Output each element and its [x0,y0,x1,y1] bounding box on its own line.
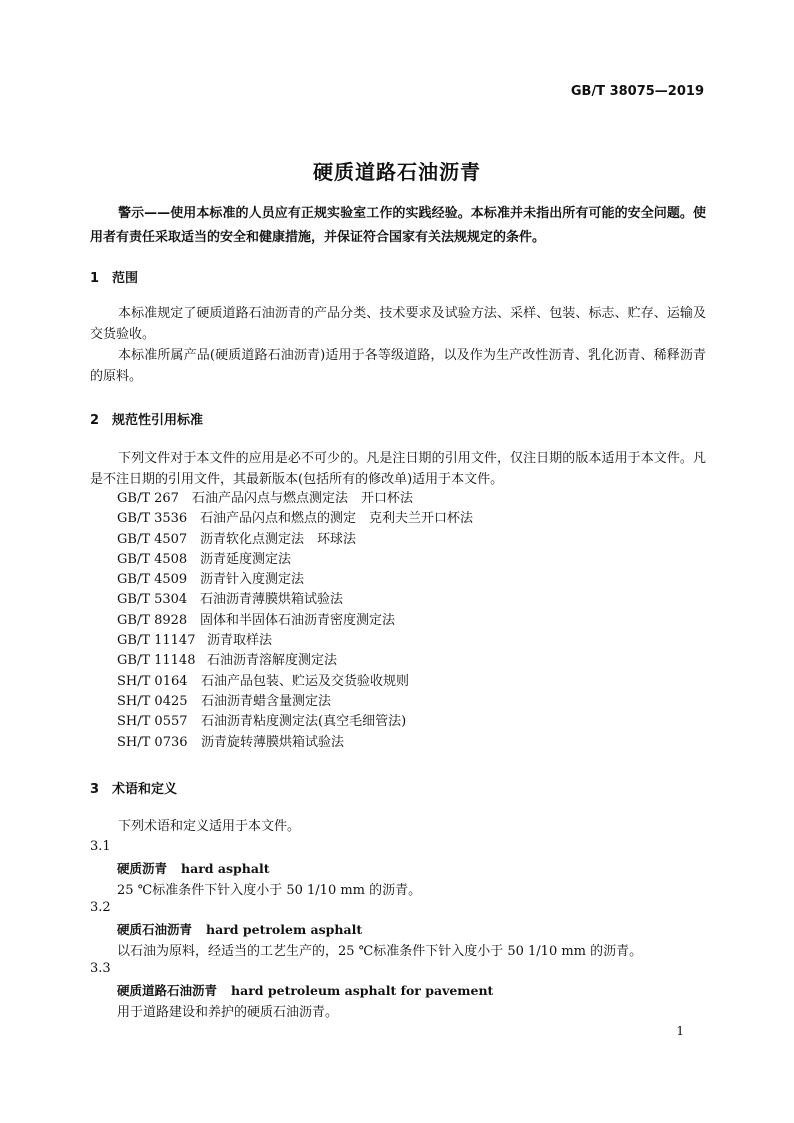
section-number: 1 [90,271,100,286]
reference-title: 沥青延度测定法 [200,551,292,567]
reference-item [117,611,473,631]
section-2-heading [90,409,203,428]
reference-item [117,631,473,651]
reference-code: SH/T 0736 [117,734,188,750]
section-number: 2 [90,413,100,428]
term-definition: 用于道路建设和养护的硬质石油沥青。 [117,1005,339,1020]
reference-title: 沥青取样法 [207,633,273,649]
term-definition: 25 ℃标准条件下针入度小于 50 1/10 mm 的沥青。 [117,883,422,898]
section-title: 术语和定义 [112,782,178,797]
reference-code: SH/T 0164 [117,673,188,689]
reference-title: 固体和半固体石油沥青密度测定法 [200,612,396,628]
reference-item [117,570,473,590]
reference-code: GB/T 5304 [117,592,188,608]
reference-title: 沥青针入度测定法 [200,572,305,588]
reference-code: GB/T 8928 [117,612,188,628]
page-number: 1 [676,1024,684,1038]
section-1-heading [90,267,138,286]
scope-paragraph-1: 本标准规定了硬质道路石油沥青的产品分类、技术要求及试验方法、采样、包装、标志、贮存、运输及交货验收。 [90,306,706,342]
reference-item [117,509,473,529]
reference-item [117,733,473,753]
reference-code: GB/T 11147 [117,633,196,649]
section-3-heading [90,778,177,797]
reference-code: GB/T 4508 [117,551,188,567]
reference-code: GB/T 267 [117,491,179,506]
reference-code: SH/T 0557 [117,714,188,730]
reference-title: 沥青旋转薄膜烘箱试验法 [201,734,345,750]
reference-item [117,489,473,509]
references-intro: 下列文件对于本文件的应用是必不可少的。凡是注日期的引用文件，仅注日期的版本适用于本文件。凡是不注日期的引用文件，其最新版本(包括所有的修改单)适用于本文件。 [90,451,706,487]
reference-item [117,550,473,570]
safety-warning: 警示——使用本标准的人员应有正规实验室工作的实践经验。本标准并未指出所有可能的安全问题。使用者有责任采取适当的安全和健康措施，并保证符合国家有关法规规定的条件。 [90,206,706,245]
reference-title: 石油沥青粘度测定法(真空毛细管法) [201,714,407,730]
reference-code: GB/T 3536 [117,511,188,527]
reference-code: SH/T 0425 [117,693,188,709]
reference-title: 石油沥青薄膜烘箱试验法 [200,592,344,608]
section-title: 规范性引用标准 [112,413,204,428]
reference-item [117,530,473,550]
terms-intro: 下列术语和定义适用于本文件。 [118,819,301,834]
term-number: 3.2 [90,900,111,915]
scope-paragraph-2: 本标准所属产品(硬质道路石油沥青)适用于各等级道路，以及作为生产改性沥青、乳化沥青、稀释沥青的原料。 [90,348,706,384]
term-name-cn: 硬质沥青 [117,861,168,876]
term-name [117,981,493,999]
standard-code: GB/T 38075—2019 [570,84,704,99]
reference-code: GB/T 4509 [117,572,188,588]
reference-code: GB/T 11148 [117,653,196,669]
reference-item [117,672,473,692]
reference-title: 石油沥青蜡含量测定法 [201,693,332,709]
section-number: 3 [90,782,100,797]
term-name [117,859,269,877]
reference-title: 石油产品包装、贮运及交货验收规则 [201,673,410,689]
term-name-en: hard asphalt [181,861,270,876]
reference-title: 沥青软化点测定法 环球法 [200,531,357,547]
term-name-en: hard petrolem asphalt [206,922,363,937]
document-title: 硬质道路石油沥青 [313,160,481,184]
reference-item [117,692,473,712]
reference-item [117,651,473,671]
term-name-cn: 硬质道路石油沥青 [117,983,218,998]
reference-title: 石油沥青溶解度测定法 [207,653,338,669]
term-number: 3.3 [90,961,111,976]
reference-code: GB/T 4507 [117,531,188,547]
reference-list [117,489,473,753]
reference-title: 石油产品闪点和燃点的测定 克利夫兰开口杯法 [200,511,474,527]
term-definition: 以石油为原料，经适当的工艺生产的，25 ℃标准条件下针入度小于 50 1/10 mm 的沥青。 [117,944,643,959]
term-name-en: hard petroleum asphalt for pavement [231,983,494,998]
term-name [117,920,362,938]
reference-item [117,712,473,732]
term-name-cn: 硬质石油沥青 [117,922,193,937]
section-title: 范围 [112,271,139,286]
term-number: 3.1 [90,839,111,854]
reference-item [117,590,473,610]
reference-title: 石油产品闪点与燃点测定法 开口杯法 [192,491,414,506]
